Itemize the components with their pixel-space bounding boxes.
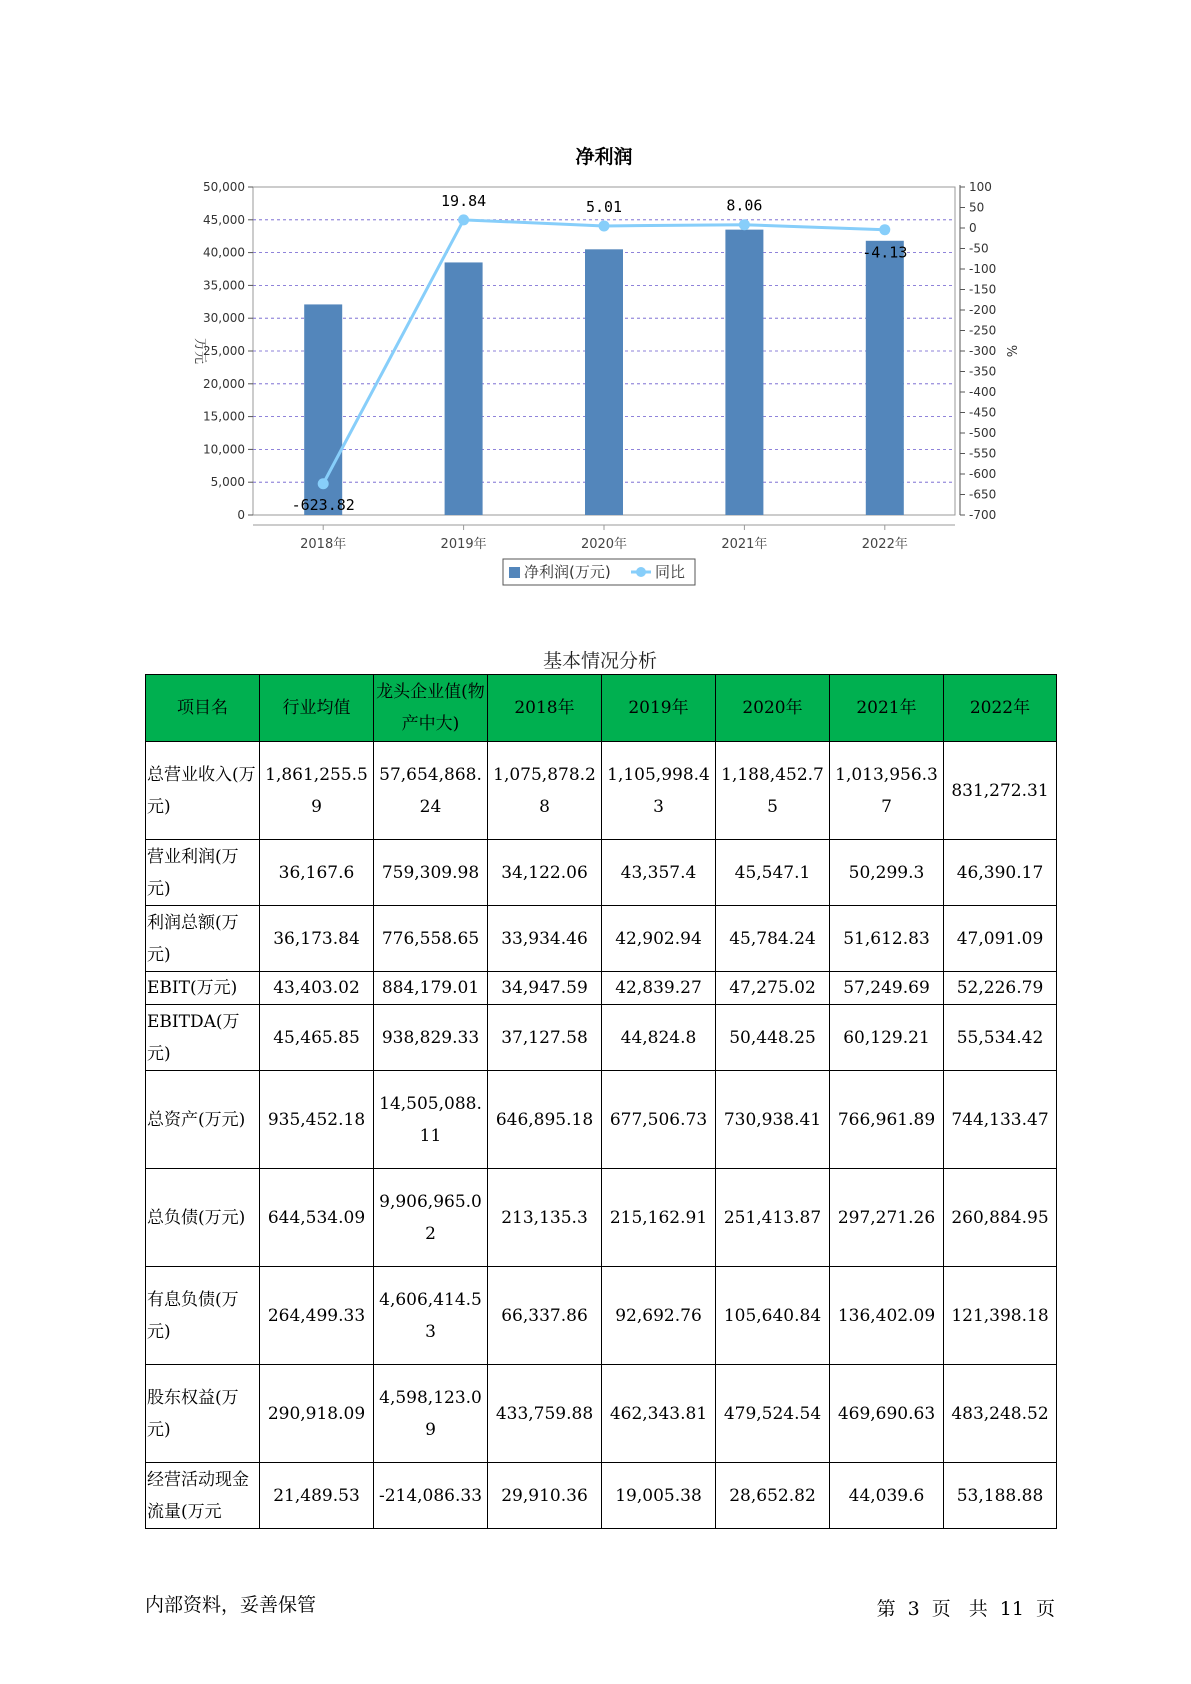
y2-tick-label: -150 <box>969 282 997 297</box>
table-row <box>146 1071 1057 1169</box>
table-row <box>146 906 1057 972</box>
table-cell: 57,249.69 <box>830 972 944 1005</box>
table-cell: 1,105,998.43 <box>602 742 716 840</box>
col-header-2021: 2021年 <box>830 675 944 742</box>
table-cell: 60,129.21 <box>830 1005 944 1071</box>
y2-axis-title: % <box>1003 344 1018 358</box>
x-tick-label: 2018年 <box>300 537 347 552</box>
table-cell: 14,505,088.11 <box>374 1071 488 1169</box>
x-tick-label: 2022年 <box>861 537 908 552</box>
table-row <box>146 1267 1057 1365</box>
table-cell: 297,271.26 <box>830 1169 944 1267</box>
table-cell: 121,398.18 <box>944 1267 1057 1365</box>
table-cell: 1,861,255.59 <box>260 742 374 840</box>
page-unit: 页 <box>931 1598 951 1620</box>
y2-tick-label: -300 <box>969 344 997 358</box>
table-cell: 759,309.98 <box>374 840 488 906</box>
table-cell: 260,884.95 <box>944 1169 1057 1267</box>
y-axis-title: 万元 <box>192 337 207 365</box>
table-cell: 50,448.25 <box>716 1005 830 1071</box>
row-label: 经营活动现金流量(万元 <box>146 1463 260 1529</box>
y-tick-label: 25,000 <box>203 344 245 358</box>
y2-tick-label: -550 <box>969 446 997 461</box>
total-prefix: 共 <box>968 1598 988 1620</box>
table-cell: 215,162.91 <box>602 1169 716 1267</box>
bar-net-profit <box>445 262 483 515</box>
row-label: 总负债(万元) <box>146 1169 260 1267</box>
table-cell: 92,692.76 <box>602 1267 716 1365</box>
y-tick-label: 50,000 <box>203 180 245 194</box>
table-cell: 28,652.82 <box>716 1463 830 1529</box>
table-header-row <box>146 675 1057 742</box>
table-cell: 462,343.81 <box>602 1365 716 1463</box>
table-cell: 34,947.59 <box>488 972 602 1005</box>
row-label: EBIT(万元) <box>146 972 260 1005</box>
col-header-leader: 龙头企业值(物产中大) <box>374 675 488 742</box>
y2-tick-label: -350 <box>969 364 997 379</box>
table-row <box>146 1169 1057 1267</box>
point-yoy <box>599 220 610 231</box>
row-label: 营业利润(万元) <box>146 840 260 906</box>
y2-tick-label: 0 <box>969 221 977 235</box>
table-cell: 776,558.65 <box>374 906 488 972</box>
table-cell: 37,127.58 <box>488 1005 602 1071</box>
table-cell: 290,918.09 <box>260 1365 374 1463</box>
data-label-yoy: 5.01 <box>585 197 623 216</box>
table-cell: 1,013,956.37 <box>830 742 944 840</box>
table-row <box>146 742 1057 840</box>
footer-confidential: 内部资料，妥善保管 <box>145 1594 317 1616</box>
y-tick-label: 15,000 <box>203 409 245 424</box>
table-cell: 50,299.3 <box>830 840 944 906</box>
bar-net-profit <box>866 241 904 515</box>
footer-page-info <box>865 1594 1055 1621</box>
y2-tick-label: -100 <box>969 262 997 276</box>
table-cell: 1,188,452.75 <box>716 742 830 840</box>
data-label-yoy: 19.84 <box>441 191 487 210</box>
table-cell: 57,654,868.24 <box>374 742 488 840</box>
table-cell: 479,524.54 <box>716 1365 830 1463</box>
table-cell: 36,167.6 <box>260 840 374 906</box>
y-tick-label: 35,000 <box>203 278 245 293</box>
table-cell: 935,452.18 <box>260 1071 374 1169</box>
table-cell: 45,465.85 <box>260 1005 374 1071</box>
row-label: 总资产(万元) <box>146 1071 260 1169</box>
table-caption: 基本情况分析 <box>542 650 657 672</box>
y-tick-label: 30,000 <box>203 311 245 326</box>
point-yoy <box>879 224 890 235</box>
table-cell: 730,938.41 <box>716 1071 830 1169</box>
x-tick-label: 2020年 <box>580 537 628 552</box>
table-cell: 52,226.79 <box>944 972 1057 1005</box>
table-cell: 46,390.17 <box>944 840 1057 906</box>
data-label-yoy: -623.82 <box>291 495 355 514</box>
table-cell: 44,039.6 <box>830 1463 944 1529</box>
col-header-2020: 2020年 <box>716 675 830 742</box>
y2-tick-label: 100 <box>969 180 992 194</box>
total-unit: 页 <box>1035 1598 1055 1620</box>
page-number: 3 <box>907 1598 920 1620</box>
table-cell: 47,275.02 <box>716 972 830 1005</box>
data-label-yoy: -4.13 <box>862 243 908 262</box>
y-tick-label: 10,000 <box>203 442 245 457</box>
table-cell: 677,506.73 <box>602 1071 716 1169</box>
row-label: 有息负债(万元) <box>146 1267 260 1365</box>
col-header-2019: 2019年 <box>602 675 716 742</box>
table-cell: 42,902.94 <box>602 906 716 972</box>
col-header-item: 项目名 <box>146 675 260 742</box>
point-yoy <box>739 219 750 230</box>
bar-net-profit <box>585 249 623 515</box>
col-header-2018: 2018年 <box>488 675 602 742</box>
row-label: 股东权益(万元) <box>146 1365 260 1463</box>
table-cell: 43,357.4 <box>602 840 716 906</box>
table-cell: 766,961.89 <box>830 1071 944 1169</box>
table-cell: 831,272.31 <box>944 742 1057 840</box>
table-cell: 19,005.38 <box>602 1463 716 1529</box>
y-tick-label: 0 <box>237 508 245 522</box>
y2-tick-label: -600 <box>969 467 997 481</box>
y2-tick-label: -50 <box>969 241 989 256</box>
table-cell: 43,403.02 <box>260 972 374 1005</box>
col-header-2022: 2022年 <box>944 675 1057 742</box>
y2-tick-label: -700 <box>969 508 997 522</box>
data-label-yoy: 8.06 <box>726 196 763 215</box>
table-cell: 938,829.33 <box>374 1005 488 1071</box>
y-tick-label: 5,000 <box>210 475 245 490</box>
table-cell: 45,547.1 <box>716 840 830 906</box>
row-label: 利润总额(万元) <box>146 906 260 972</box>
chart-title: 净利润 <box>575 146 633 168</box>
table-cell: 34,122.06 <box>488 840 602 906</box>
basic-analysis-table <box>145 674 1057 1529</box>
y2-tick-label: -400 <box>969 385 997 399</box>
legend-swatch-point <box>636 567 646 577</box>
y-tick-label: 40,000 <box>203 245 245 260</box>
table-cell: 21,489.53 <box>260 1463 374 1529</box>
legend-swatch-bar <box>509 567 520 578</box>
table-cell: 136,402.09 <box>830 1267 944 1365</box>
table-cell: 36,173.84 <box>260 906 374 972</box>
y2-tick-label: -450 <box>969 405 997 420</box>
y2-tick-label: -650 <box>969 487 997 502</box>
table-cell: 45,784.24 <box>716 906 830 972</box>
table-row <box>146 1365 1057 1463</box>
table-cell: 4,598,123.09 <box>374 1365 488 1463</box>
total-pages: 11 <box>999 1598 1024 1620</box>
table-cell: 53,188.88 <box>944 1463 1057 1529</box>
table-cell: -214,086.33 <box>374 1463 488 1529</box>
table-cell: 469,690.63 <box>830 1365 944 1463</box>
point-yoy <box>318 478 329 489</box>
y2-tick-label: -250 <box>969 323 997 338</box>
col-header-industry-avg: 行业均值 <box>260 675 374 742</box>
table-row <box>146 972 1057 1005</box>
table-cell: 251,413.87 <box>716 1169 830 1267</box>
y2-tick-label: -200 <box>969 303 997 317</box>
table-cell: 264,499.33 <box>260 1267 374 1365</box>
row-label: 总营业收入(万元) <box>146 742 260 840</box>
table-cell: 44,824.8 <box>602 1005 716 1071</box>
table-cell: 55,534.42 <box>944 1005 1057 1071</box>
page-prefix: 第 <box>876 1598 896 1620</box>
legend-label-line: 同比 <box>655 563 686 581</box>
y-tick-label: 20,000 <box>203 376 245 391</box>
table-cell: 646,895.18 <box>488 1071 602 1169</box>
table-cell: 433,759.88 <box>488 1365 602 1463</box>
bar-net-profit <box>725 230 763 515</box>
legend-label-bar: 净利润(万元) <box>524 563 611 581</box>
table-cell: 4,606,414.53 <box>374 1267 488 1365</box>
row-label: EBITDA(万元) <box>146 1005 260 1071</box>
table-row <box>146 1463 1057 1529</box>
table-cell: 42,839.27 <box>602 972 716 1005</box>
table-cell: 33,934.46 <box>488 906 602 972</box>
table-cell: 483,248.52 <box>944 1365 1057 1463</box>
table-cell: 51,612.83 <box>830 906 944 972</box>
x-tick-label: 2019年 <box>440 537 487 552</box>
y2-tick-label: -500 <box>969 426 997 440</box>
y-tick-label: 45,000 <box>203 212 245 227</box>
table-cell: 47,091.09 <box>944 906 1057 972</box>
x-tick-label: 2021年 <box>721 537 768 552</box>
table-cell: 744,133.47 <box>944 1071 1057 1169</box>
table-row <box>146 840 1057 906</box>
table-cell: 105,640.84 <box>716 1267 830 1365</box>
table-cell: 66,337.86 <box>488 1267 602 1365</box>
table-cell: 29,910.36 <box>488 1463 602 1529</box>
table-cell: 213,135.3 <box>488 1169 602 1267</box>
table-cell: 884,179.01 <box>374 972 488 1005</box>
table-row <box>146 1005 1057 1071</box>
table-cell: 1,075,878.28 <box>488 742 602 840</box>
y2-tick-label: 50 <box>969 200 985 215</box>
table-cell: 644,534.09 <box>260 1169 374 1267</box>
net-profit-chart <box>0 0 1191 600</box>
point-yoy <box>458 214 469 225</box>
table-cell: 9,906,965.02 <box>374 1169 488 1267</box>
